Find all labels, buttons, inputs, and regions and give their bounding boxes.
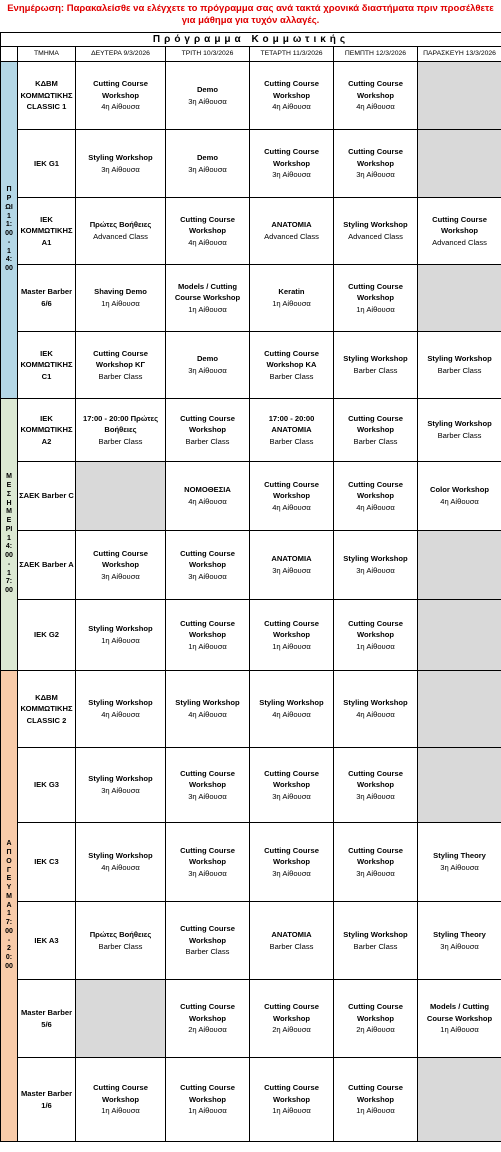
lesson-room: 4η Αίθουσα (101, 710, 140, 719)
lesson-title: Keratin (278, 287, 305, 297)
lesson-room: 1η Αίθουσα (188, 304, 227, 314)
lesson-title: ΑΝΑΤΟΜΙΑ (271, 929, 312, 939)
lesson-room: 3η Αίθουσα (188, 791, 227, 801)
schedule-cell (166, 902, 250, 980)
schedule-cell (166, 600, 250, 671)
schedule-cell (334, 823, 418, 902)
schedule-cell (418, 130, 501, 198)
table-row (1, 980, 501, 1058)
header-class: ΤΜΗΜΑ (18, 47, 76, 62)
lesson-title: Styling Theory (433, 851, 486, 861)
schedule-cell (334, 198, 418, 265)
table-row (1, 265, 501, 332)
period-text: ΜΕΣΗΜΕΡΙ 14:00 - 17:00 (5, 473, 13, 594)
lesson-title: 17:00 - 20:00 ΑΝΑΤΟΜΙΑ (268, 413, 315, 435)
period-label (1, 62, 18, 399)
schedule-cell (166, 399, 250, 462)
schedule-cell (250, 265, 334, 332)
lesson-title: Cutting Course Workshop (348, 768, 403, 790)
lesson-title: Color Workshop (430, 485, 489, 495)
lesson-room: 3η Αίθουσα (440, 863, 479, 872)
lesson-title: Πρώτες Βοήθειες (89, 220, 152, 230)
lesson-title: Cutting Course Workshop (348, 618, 403, 640)
class-name: ΚΔΒΜ ΚΟΜΜΩΤΙΚΗΣ CLASSIC 2 (18, 671, 76, 748)
schedule-cell (250, 600, 334, 671)
table-row (1, 823, 501, 902)
table-row (1, 902, 501, 980)
schedule-cell (166, 823, 250, 902)
lesson-room: Barber Class (437, 431, 482, 440)
table-row (1, 748, 501, 823)
schedule-cell (250, 980, 334, 1058)
schedule-cell (250, 531, 334, 600)
lesson-title: Cutting Course Workshop (180, 1083, 235, 1104)
lesson-title: Cutting Course Workshop (348, 413, 403, 435)
schedule-table (0, 32, 501, 1142)
lesson-room: 2η Αίθουσα (272, 1025, 311, 1035)
table-row (1, 399, 501, 462)
lesson-title: Cutting Course Workshop (180, 845, 235, 867)
lesson-title: Cutting Course Workshop (348, 281, 403, 303)
lesson-room: 1η Αίθουσα (272, 1106, 311, 1116)
lesson-title: Cutting Course Workshop (432, 214, 487, 236)
schedule-cell (166, 748, 250, 823)
lesson-room: 3η Αίθουσα (188, 868, 227, 878)
lesson-room: 1η Αίθουσα (101, 636, 140, 645)
lesson-title: Styling Workshop (88, 774, 153, 784)
class-name: ΙΕΚ ΚΟΜΜΩΤΙΚΗΣ Α2 (18, 399, 76, 462)
schedule-cell (418, 399, 501, 462)
schedule-cell (250, 332, 334, 399)
schedule-cell (418, 531, 501, 600)
schedule-cell (250, 902, 334, 980)
lesson-title: Cutting Course Workshop (264, 768, 319, 790)
schedule-cell (76, 823, 166, 902)
lesson-title: Cutting Course Workshop (180, 924, 235, 945)
lesson-title: Styling Workshop (343, 929, 408, 939)
schedule-cell (418, 198, 501, 265)
lesson-title: Cutting Course Workshop (348, 147, 403, 168)
lesson-room: 1η Αίθουσα (356, 1106, 395, 1116)
schedule-cell (334, 265, 418, 332)
lesson-title: ΝΟΜΟΘΕΣΙΑ (184, 485, 231, 495)
table-row (1, 531, 501, 600)
schedule-cell (250, 823, 334, 902)
lesson-title: Shaving Demo (94, 287, 147, 297)
lesson-room: Barber Class (98, 941, 143, 951)
lesson-room: Barber Class (353, 366, 398, 375)
schedule-cell (418, 671, 501, 748)
schedule-cell (334, 1058, 418, 1142)
table-row (1, 130, 501, 198)
schedule-cell (166, 462, 250, 531)
class-name: ΙΕΚ C3 (18, 823, 76, 902)
schedule-cell (250, 462, 334, 531)
schedule-title: Πρόγραμμα Κομμωτικής (1, 33, 501, 47)
schedule-cell (334, 462, 418, 531)
schedule-cell (334, 902, 418, 980)
lesson-title: Styling Workshop (88, 152, 153, 162)
update-notice: Ενημέρωση: Παρακαλείσθε να ελέγχετε το πρόγραμμα σας ανά τακτά χρονικά διαστήματα πριν προσέλθετε για μάθημα για τυχόν αλλαγές. (7, 3, 494, 26)
schedule-cell (166, 130, 250, 198)
lesson-title: Styling Workshop (343, 554, 408, 564)
lesson-title: Cutting Course Workshop (93, 1083, 148, 1104)
lesson-title: Styling Workshop (343, 220, 408, 230)
lesson-room: 1η Αίθουσα (188, 1106, 227, 1116)
lesson-title: Cutting Course Workshop (264, 79, 319, 100)
schedule-cell (76, 671, 166, 748)
header-thursday: ΠΕΜΠΤΗ 12/3/2026 (334, 47, 418, 62)
class-name: Master Barber 5/6 (18, 980, 76, 1058)
header-spacer (1, 47, 18, 62)
schedule-cell (418, 462, 501, 531)
lesson-title: Demo (196, 152, 219, 162)
lesson-title: Cutting Course Workshop (180, 618, 235, 640)
lesson-room: Advanced Class (348, 232, 403, 241)
schedule-cell (334, 600, 418, 671)
lesson-room: 1η Αίθουσα (101, 1106, 140, 1116)
lesson-room: 3η Αίθουσα (188, 164, 227, 174)
class-name: ΚΔΒΜ ΚΟΜΜΩΤΙΚΗΣ CLASSIC 1 (18, 62, 76, 130)
lesson-title: Cutting Course Workshop (180, 548, 235, 570)
lesson-title: 17:00 - 20:00 Πρώτες Βοήθειες (82, 413, 159, 435)
class-name: Master Barber 6/6 (18, 265, 76, 332)
lesson-room: Barber Class (269, 436, 314, 446)
lesson-title: Styling Workshop (88, 624, 153, 634)
lesson-room: 2η Αίθουσα (188, 1025, 227, 1035)
lesson-title: Cutting Course Workshop (264, 1083, 319, 1104)
lesson-title: Cutting Course Workshop (348, 845, 403, 867)
lesson-room: 3η Αίθουσα (101, 164, 140, 174)
schedule-cell (250, 1058, 334, 1142)
schedule-cell (250, 198, 334, 265)
schedule-cell (76, 531, 166, 600)
schedule-cell (250, 130, 334, 198)
lesson-title: ΑΝΑΤΟΜΙΑ (271, 220, 312, 230)
schedule-cell (166, 980, 250, 1058)
lesson-title: Cutting Course Workshop (264, 845, 319, 867)
lesson-title: Cutting Course Workshop (180, 413, 235, 435)
lesson-room: 3η Αίθουσα (101, 786, 140, 795)
lesson-room: 3η Αίθουσα (356, 170, 395, 180)
schedule-cell (76, 980, 166, 1058)
table-row (1, 462, 501, 531)
schedule-cell (76, 130, 166, 198)
schedule-cell (418, 62, 501, 130)
lesson-room: Barber Class (185, 947, 230, 957)
class-name: ΙΕΚ G1 (18, 130, 76, 198)
schedule-cell (166, 531, 250, 600)
table-row (1, 600, 501, 671)
schedule-cell (418, 332, 501, 399)
schedule-cell (418, 748, 501, 823)
lesson-title: Cutting Course Workshop (264, 147, 319, 168)
schedule-cell (250, 399, 334, 462)
lesson-room: 1η Αίθουσα (272, 641, 311, 651)
lesson-title: Cutting Course Workshop (264, 618, 319, 640)
schedule-cell (250, 671, 334, 748)
schedule-cell (166, 198, 250, 265)
header-wednesday: ΤΕΤΑΡΤΗ 11/3/2026 (250, 47, 334, 62)
schedule-cell (418, 980, 501, 1058)
lesson-title: Cutting Course Workshop (348, 1002, 403, 1023)
lesson-title: Styling Workshop (343, 354, 408, 364)
schedule-cell (334, 748, 418, 823)
table-row (1, 671, 501, 748)
lesson-title: Cutting Course Workshop (348, 479, 403, 501)
lesson-room: Barber Class (98, 371, 143, 381)
lesson-room: Barber Class (437, 366, 482, 375)
schedule-cell (334, 399, 418, 462)
schedule-cell (76, 62, 166, 130)
schedule-cell (76, 600, 166, 671)
schedule-cell (418, 265, 501, 332)
lesson-room: 4η Αίθουσα (272, 502, 311, 512)
lesson-title: Cutting Course Workshop (180, 214, 235, 236)
schedule-cell (76, 399, 166, 462)
schedule-cell (76, 265, 166, 332)
lesson-room: 1η Αίθουσα (356, 641, 395, 651)
schedule-cell (334, 332, 418, 399)
header-tuesday: ΤΡΙΤΗ 10/3/2026 (166, 47, 250, 62)
lesson-room: 1η Αίθουσα (272, 299, 311, 308)
lesson-title: Styling Workshop (427, 354, 492, 364)
header-row (1, 47, 501, 62)
lesson-room: 4η Αίθουσα (188, 237, 227, 247)
schedule-cell (334, 130, 418, 198)
period-text: ΠΡΩΙ 11:00 - 14:00 (5, 186, 13, 272)
schedule-cell (250, 62, 334, 130)
lesson-room: Barber Class (353, 941, 398, 951)
lesson-title: Cutting Course Workshop (180, 1002, 235, 1023)
lesson-room: 3η Αίθουσα (272, 566, 311, 575)
lesson-title: Πρώτες Βοήθειες (89, 929, 152, 939)
lesson-title: Cutting Course Workshop (93, 79, 148, 100)
schedule-cell (418, 1058, 501, 1142)
header-friday: ΠΑΡΑΣΚΕΥΗ 13/3/2026 (418, 47, 501, 62)
lesson-room: Advanced Class (264, 232, 319, 241)
lesson-title: ΑΝΑΤΟΜΙΑ (271, 554, 312, 564)
schedule-cell (166, 1058, 250, 1142)
lesson-room: 4η Αίθουσα (101, 863, 140, 872)
lesson-room: 1η Αίθουσα (101, 299, 140, 308)
schedule-cell (334, 671, 418, 748)
schedule-cell (166, 332, 250, 399)
lesson-room: 1η Αίθουσα (188, 641, 227, 651)
period-label (1, 671, 18, 1142)
schedule-cell (334, 531, 418, 600)
table-row (1, 1058, 501, 1142)
lesson-title: Cutting Course Workshop ΚΑ (264, 348, 319, 370)
lesson-room: 3η Αίθουσα (272, 868, 311, 878)
table-row (1, 332, 501, 399)
period-label (1, 399, 18, 671)
lesson-title: Cutting Course Workshop (93, 548, 148, 570)
lesson-title: Styling Workshop (343, 698, 408, 708)
lesson-room: 3η Αίθουσα (188, 366, 227, 375)
schedule-cell (76, 902, 166, 980)
schedule-cell (418, 902, 501, 980)
lesson-room: 4η Αίθουσα (188, 710, 227, 719)
schedule-cell (166, 671, 250, 748)
lesson-room: 4η Αίθουσα (272, 102, 311, 112)
lesson-room: 3η Αίθουσα (356, 868, 395, 878)
lesson-title: Demo (196, 84, 219, 94)
schedule-cell (76, 198, 166, 265)
schedule-cell (76, 332, 166, 399)
lesson-room: 4η Αίθουσα (272, 710, 311, 719)
schedule-cell (418, 600, 501, 671)
lesson-room: 3η Αίθουσα (188, 96, 227, 106)
table-row (1, 198, 501, 265)
lesson-room: 3η Αίθουσα (101, 571, 140, 581)
lesson-title: Styling Workshop (88, 851, 153, 861)
lesson-title: Styling Workshop (259, 698, 324, 708)
lesson-room: 3η Αίθουσα (188, 571, 227, 581)
schedule-cell (334, 980, 418, 1058)
class-name: ΣΑΕΚ Barber C (18, 462, 76, 531)
lesson-room: 1η Αίθουσα (356, 304, 395, 314)
lesson-room: Barber Class (353, 436, 398, 446)
lesson-room: 4η Αίθουσα (440, 497, 479, 506)
class-name: ΣΑΕΚ Barber A (18, 531, 76, 600)
lesson-room: 3η Αίθουσα (440, 941, 479, 951)
lesson-room: Barber Class (269, 371, 314, 381)
schedule-cell (76, 1058, 166, 1142)
lesson-title: Cutting Course Workshop (348, 79, 403, 100)
class-name: Master Barber 1/6 (18, 1058, 76, 1142)
lesson-room: Barber Class (269, 941, 314, 951)
lesson-title: Demo (196, 354, 219, 364)
lesson-title: Cutting Course Workshop (264, 1002, 319, 1023)
schedule-cell (166, 62, 250, 130)
lesson-room: 3η Αίθουσα (272, 791, 311, 801)
lesson-title: Cutting Course Workshop (180, 768, 235, 790)
lesson-room: 3η Αίθουσα (356, 566, 395, 575)
class-name: ΙΕΚ G2 (18, 600, 76, 671)
table-row (1, 62, 501, 130)
lesson-room: Advanced Class (432, 237, 487, 247)
header-monday: ΔΕΥΤΕΡΑ 9/3/2026 (76, 47, 166, 62)
schedule-cell (334, 62, 418, 130)
lesson-room: Advanced Class (93, 232, 148, 241)
schedule-cell (166, 265, 250, 332)
class-name: ΙΕΚ G3 (18, 748, 76, 823)
lesson-room: 3η Αίθουσα (272, 170, 311, 180)
lesson-room: 2η Αίθουσα (356, 1025, 395, 1035)
lesson-title: Cutting Course Workshop ΚΓ (93, 348, 148, 370)
lesson-title: Models / Cutting Course Workshop (174, 281, 241, 303)
lesson-room: 4η Αίθουσα (188, 497, 227, 506)
lesson-title: Models / Cutting Course Workshop (426, 1002, 493, 1023)
lesson-room: 4η Αίθουσα (101, 102, 140, 112)
class-name: ΙΕΚ ΚΟΜΜΩΤΙΚΗΣ Α1 (18, 198, 76, 265)
schedule-cell (418, 823, 501, 902)
lesson-title: Styling Workshop (175, 698, 240, 708)
class-name: ΙΕΚ ΚΟΜΜΩΤΙΚΗΣ C1 (18, 332, 76, 399)
lesson-room: 4η Αίθουσα (356, 710, 395, 719)
schedule-cell (76, 748, 166, 823)
lesson-title: Styling Theory (433, 929, 486, 939)
lesson-title: Styling Workshop (427, 419, 492, 429)
class-name: ΙΕΚ Α3 (18, 902, 76, 980)
lesson-room: Barber Class (98, 436, 143, 446)
schedule-cell (250, 748, 334, 823)
lesson-room: 1η Αίθουσα (440, 1025, 479, 1035)
schedule-cell (76, 462, 166, 531)
lesson-room: 4η Αίθουσα (356, 502, 395, 512)
lesson-title: Cutting Course Workshop (264, 479, 319, 501)
period-text: ΑΠΟΓΕΥΜΑ 17:00 - 20:00 (5, 840, 13, 970)
lesson-room: Barber Class (185, 436, 230, 446)
lesson-room: 3η Αίθουσα (356, 791, 395, 801)
lesson-title: Styling Workshop (88, 698, 153, 708)
lesson-title: Cutting Course Workshop (348, 1083, 403, 1104)
lesson-room: 4η Αίθουσα (356, 102, 395, 112)
